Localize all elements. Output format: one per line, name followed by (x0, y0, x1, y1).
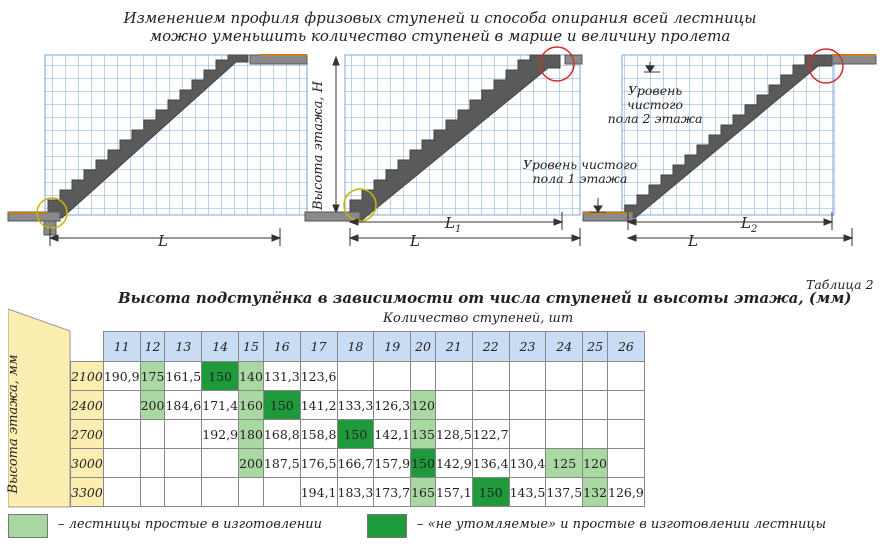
riser-height-cell (509, 391, 546, 420)
riser-height-cell (472, 362, 509, 391)
riser-height-cell (103, 449, 140, 478)
table-row (71, 449, 645, 478)
step-count-header: 21 (435, 332, 472, 362)
step-count-header: 23 (509, 332, 546, 362)
row-axis-label: Высота этажа, мм (6, 354, 21, 494)
riser-height-cell (608, 449, 645, 478)
riser-height-cell: 140 (239, 362, 264, 391)
riser-height-cell: 142,9 (435, 449, 472, 478)
step-count-header: 18 (337, 332, 374, 362)
riser-height-cell: 120 (411, 391, 436, 420)
riser-height-cell: 125 (546, 449, 583, 478)
riser-height-cell (374, 362, 411, 391)
riser-height-cell (472, 391, 509, 420)
headline-line-2: можно уменьшить количество ступеней в марше и величину пролета (149, 27, 731, 45)
step-count-header: 20 (411, 332, 436, 362)
riser-height-cell: 130,4 (509, 449, 546, 478)
legend-light-label: – лестницы простые в изготовлении (58, 517, 323, 532)
riser-height-cell (546, 420, 583, 449)
riser-height-cell: 123,6 (300, 362, 337, 391)
dimension-line-3b (628, 228, 852, 250)
riser-height-cell (103, 478, 140, 507)
riser-height-cell: 168,8 (263, 420, 300, 449)
riser-height-cell (435, 362, 472, 391)
riser-height-cell: 200 (239, 449, 264, 478)
riser-height-cell (546, 362, 583, 391)
riser-height-cell: 190,9 (103, 362, 140, 391)
riser-height-cell: 176,5 (300, 449, 337, 478)
riser-height-cell: 173,7 (374, 478, 411, 507)
riser-height-cell: 150 (411, 449, 436, 478)
riser-height-cell: 161,5 (165, 362, 202, 391)
riser-height-cell (103, 420, 140, 449)
level-marker-1 (590, 198, 606, 212)
legend-dark-label: – «не утомляемые» и простые в изготовлении лестницы (417, 517, 827, 532)
riser-height-cell: 194,1 (300, 478, 337, 507)
riser-height-cell (583, 362, 608, 391)
table-corner (71, 332, 104, 362)
headline-line-1: Изменением профиля фризовых ступеней и способа опирания всей лестницы (123, 9, 757, 27)
span-label-3b: L (688, 232, 698, 250)
riser-height-cell: 157,1 (435, 478, 472, 507)
riser-height-cell: 150 (263, 391, 300, 420)
riser-height-cell (435, 391, 472, 420)
table-note: Таблица 2 (806, 277, 874, 292)
riser-height-cell: 187,5 (263, 449, 300, 478)
riser-height-cell: 122,7 (472, 420, 509, 449)
riser-height-cell (202, 449, 239, 478)
table-header-row (71, 332, 645, 362)
riser-height-cell: 165 (411, 478, 436, 507)
step-count-header: 16 (263, 332, 300, 362)
step-count-header: 26 (608, 332, 645, 362)
riser-height-cell: 158,8 (300, 420, 337, 449)
floor-height-header: 2700 (71, 420, 104, 449)
riser-height-cell: 141,2 (300, 391, 337, 420)
riser-height-cell: 143,5 (509, 478, 546, 507)
step-count-header: 25 (583, 332, 608, 362)
riser-height-cell: 126,3 (374, 391, 411, 420)
riser-height-cell: 132 (583, 478, 608, 507)
riser-height-cell (165, 449, 202, 478)
dimension-line-2b (350, 228, 580, 250)
floor1-label: Уровень чистого пола 1 этажа (522, 157, 638, 186)
riser-height-cell (140, 420, 165, 449)
riser-height-cell: 136,4 (472, 449, 509, 478)
riser-height-cell: 128,5 (435, 420, 472, 449)
riser-height-cell (202, 478, 239, 507)
riser-height-cell: 142,1 (374, 420, 411, 449)
step-count-header: 19 (374, 332, 411, 362)
legend-light-swatch (8, 514, 48, 538)
span-label-2b: L (410, 232, 420, 250)
step-count-header: 22 (472, 332, 509, 362)
riser-height-cell: 126,9 (608, 478, 645, 507)
step-count-header: 15 (239, 332, 264, 362)
riser-height-cell (608, 362, 645, 391)
step-count-header: 14 (202, 332, 239, 362)
legend-dark-swatch (367, 514, 407, 538)
riser-height-cell: 184,6 (165, 391, 202, 420)
floor2-label: Уровень чистого пола 2 этажа (607, 83, 703, 126)
table-row (71, 362, 645, 391)
riser-height-cell (546, 391, 583, 420)
riser-height-cell: 171,4 (202, 391, 239, 420)
riser-height-cell: 135 (411, 420, 436, 449)
riser-height-cell: 120 (583, 449, 608, 478)
riser-height-cell (140, 478, 165, 507)
step-count-header: 17 (300, 332, 337, 362)
riser-height-cell (140, 449, 165, 478)
riser-height-cell (509, 362, 546, 391)
floor-height-header: 3000 (71, 449, 104, 478)
riser-height-cell: 150 (202, 362, 239, 391)
riser-height-cell (263, 478, 300, 507)
riser-grid (70, 331, 645, 507)
height-label: Высота этажа, Н (311, 81, 326, 210)
span-label-3a: $L_2$ (741, 214, 758, 235)
step-count-header: 24 (546, 332, 583, 362)
table-row (71, 391, 645, 420)
step-count-header: 11 (103, 332, 140, 362)
riser-height-cell (103, 391, 140, 420)
riser-height-cell: 157,9 (374, 449, 411, 478)
height-dimension (333, 57, 339, 213)
table-subtitle: Количество ступеней, шт (383, 311, 574, 326)
riser-height-cell: 133,3 (337, 391, 374, 420)
span-label-2a: $L_1$ (445, 214, 462, 235)
floor-height-header: 3300 (71, 478, 104, 507)
riser-height-cell (165, 478, 202, 507)
riser-height-cell: 166,7 (337, 449, 374, 478)
floor-height-header: 2400 (71, 391, 104, 420)
riser-height-cell: 200 (140, 391, 165, 420)
riser-height-cell (239, 478, 264, 507)
riser-height-cell (411, 362, 436, 391)
table-row (71, 420, 645, 449)
riser-height-cell: 192,9 (202, 420, 239, 449)
riser-height-cell: 183,3 (337, 478, 374, 507)
riser-height-cell (608, 391, 645, 420)
riser-height-cell: 137,5 (546, 478, 583, 507)
riser-height-cell (608, 420, 645, 449)
step-count-header: 13 (165, 332, 202, 362)
riser-height-cell (583, 420, 608, 449)
riser-height-cell (165, 420, 202, 449)
riser-height-cell: 160 (239, 391, 264, 420)
table-title: Высота подступёнка в зависимости от числа ступеней и высоты этажа, (мм) (118, 289, 852, 307)
riser-height-cell: 180 (239, 420, 264, 449)
riser-height-cell: 150 (337, 420, 374, 449)
span-label-1: L (158, 232, 168, 250)
riser-height-cell: 175 (140, 362, 165, 391)
riser-height-cell (337, 362, 374, 391)
riser-height-cell (583, 391, 608, 420)
riser-height-cell: 150 (472, 478, 509, 507)
floor-height-header: 2100 (71, 362, 104, 391)
riser-height-cell (509, 420, 546, 449)
riser-height-cell: 131,3 (263, 362, 300, 391)
table-row (71, 478, 645, 507)
step-count-header: 12 (140, 332, 165, 362)
